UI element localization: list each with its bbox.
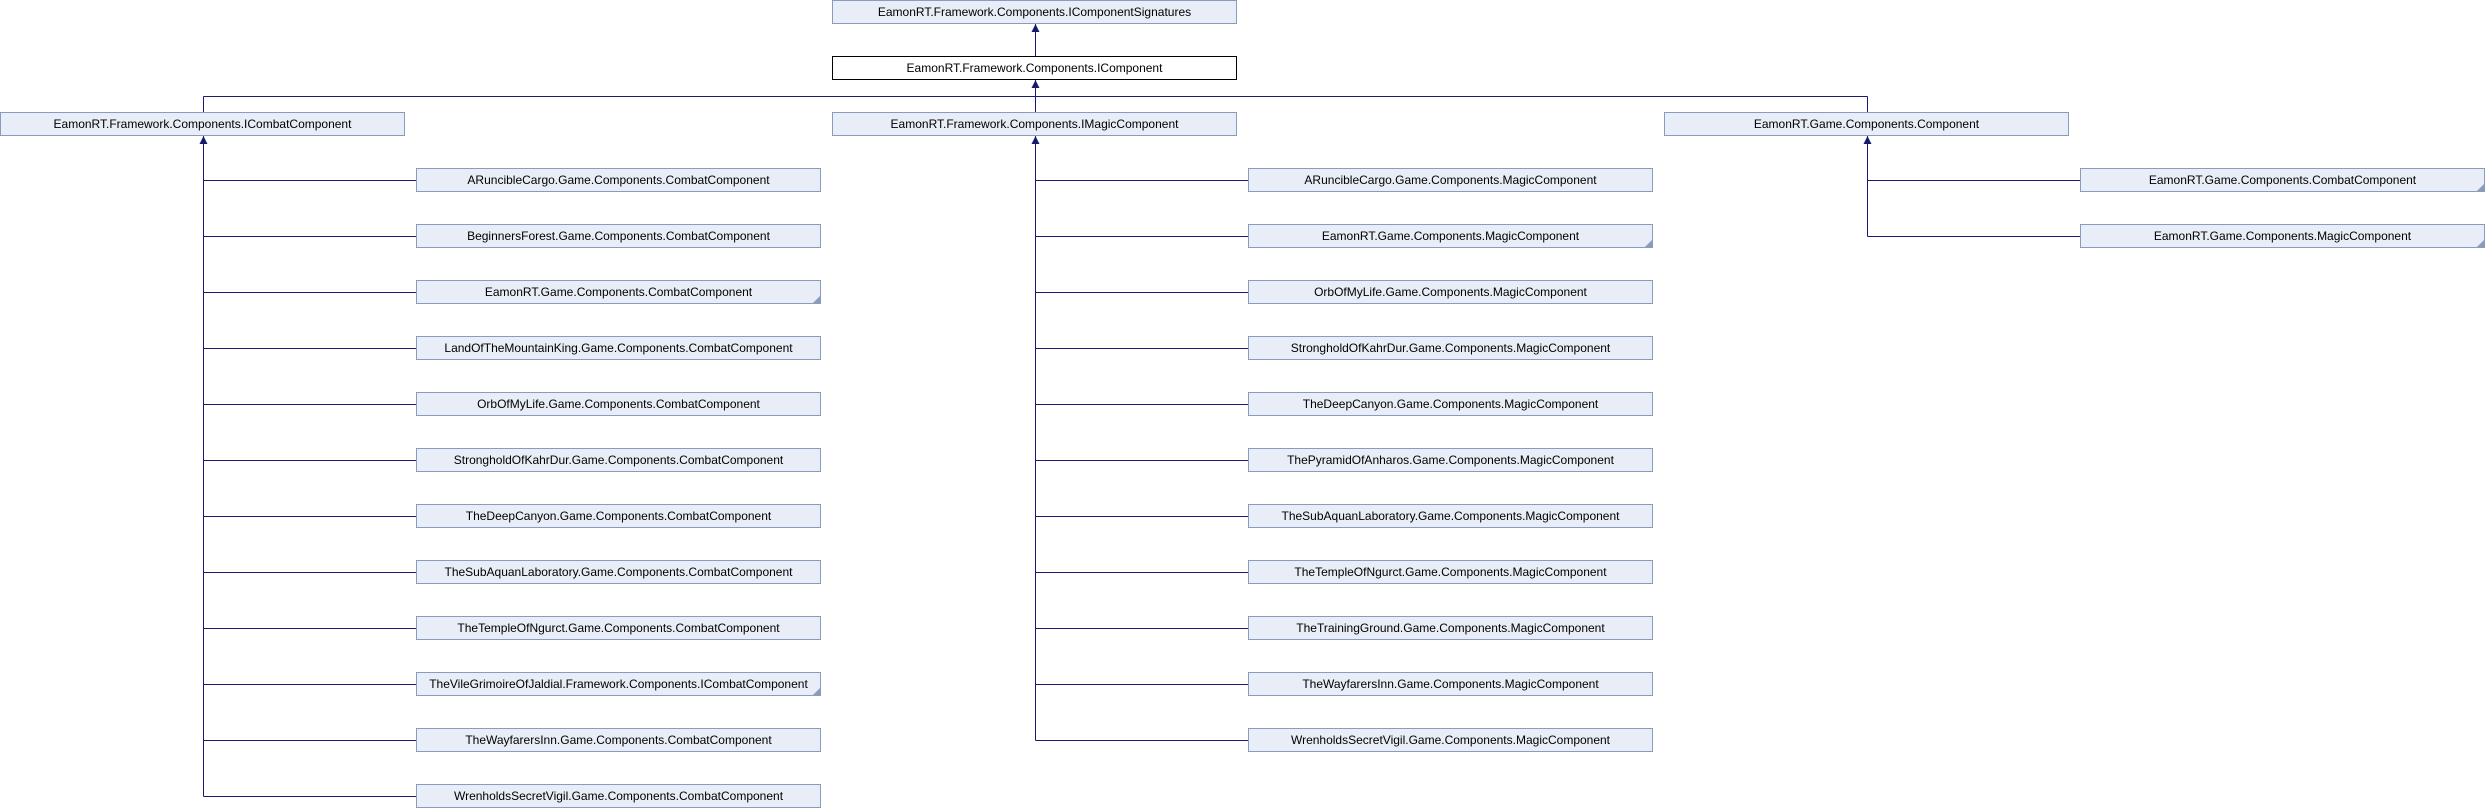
magic-child-5[interactable]: TheDeepCanyon.Game.Components.MagicComponent — [1248, 392, 1653, 416]
magic-child-11[interactable]: WrenholdsSecretVigil.Game.Components.MagicComponent — [1248, 728, 1653, 752]
node-icombatcomponent[interactable]: EamonRT.Framework.Components.ICombatComponent — [0, 112, 405, 136]
combat-child-5[interactable]: OrbOfMyLife.Game.Components.CombatComponent — [416, 392, 821, 416]
magic-child-8[interactable]: TheTempleOfNgurct.Game.Components.MagicComponent — [1248, 560, 1653, 584]
expand-marker — [2477, 184, 2484, 191]
combat-child-7[interactable]: TheDeepCanyon.Game.Components.CombatComponent — [416, 504, 821, 528]
magic-child-3[interactable]: OrbOfMyLife.Game.Components.MagicComponent — [1248, 280, 1653, 304]
node-icomponentsignatures[interactable]: EamonRT.Framework.Components.IComponentSignatures — [832, 0, 1237, 24]
magic-child-4[interactable]: StrongholdOfKahrDur.Game.Components.MagicComponent — [1248, 336, 1653, 360]
expand-marker — [1645, 240, 1652, 247]
combat-child-9[interactable]: TheTempleOfNgurct.Game.Components.CombatComponent — [416, 616, 821, 640]
expand-marker — [813, 296, 820, 303]
node-icomponent[interactable]: EamonRT.Framework.Components.IComponent — [832, 56, 1237, 80]
expand-marker — [2477, 240, 2484, 247]
combat-child-3[interactable]: EamonRT.Game.Components.CombatComponent — [416, 280, 821, 304]
magic-child-10[interactable]: TheWayfarersInn.Game.Components.MagicComponent — [1248, 672, 1653, 696]
combat-child-6[interactable]: StrongholdOfKahrDur.Game.Components.CombatComponent — [416, 448, 821, 472]
node-imagiccomponent[interactable]: EamonRT.Framework.Components.IMagicComponent — [832, 112, 1237, 136]
node-eamonrt-component[interactable]: EamonRT.Game.Components.Component — [1664, 112, 2069, 136]
magic-child-6[interactable]: ThePyramidOfAnharos.Game.Components.MagicComponent — [1248, 448, 1653, 472]
magic-child-2[interactable]: EamonRT.Game.Components.MagicComponent — [1248, 224, 1653, 248]
combat-child-8[interactable]: TheSubAquanLaboratory.Game.Components.CombatComponent — [416, 560, 821, 584]
combat-child-10[interactable]: TheVileGrimoireOfJaldial.Framework.Components.ICombatComponent — [416, 672, 821, 696]
arrowhead-7 — [1032, 80, 1040, 88]
arrowhead-9 — [200, 136, 208, 144]
component-child-2[interactable]: EamonRT.Game.Components.MagicComponent — [2080, 224, 2485, 248]
magic-child-7[interactable]: TheSubAquanLaboratory.Game.Components.MagicComponent — [1248, 504, 1653, 528]
combat-child-11[interactable]: TheWayfarersInn.Game.Components.CombatComponent — [416, 728, 821, 752]
arrowhead-2 — [1032, 24, 1040, 32]
combat-child-2[interactable]: BeginnersForest.Game.Components.CombatComponent — [416, 224, 821, 248]
magic-child-1[interactable]: ARuncibleCargo.Game.Components.MagicComponent — [1248, 168, 1653, 192]
magic-child-9[interactable]: TheTrainingGround.Game.Components.MagicComponent — [1248, 616, 1653, 640]
arrowhead-36 — [1864, 136, 1872, 144]
component-child-1[interactable]: EamonRT.Game.Components.CombatComponent — [2080, 168, 2485, 192]
combat-child-1[interactable]: ARuncibleCargo.Game.Components.CombatComponent — [416, 168, 821, 192]
expand-marker — [813, 688, 820, 695]
combat-child-4[interactable]: LandOfTheMountainKing.Game.Components.CombatComponent — [416, 336, 821, 360]
combat-child-12[interactable]: WrenholdsSecretVigil.Game.Components.CombatComponent — [416, 784, 821, 808]
arrowhead-23 — [1032, 136, 1040, 144]
